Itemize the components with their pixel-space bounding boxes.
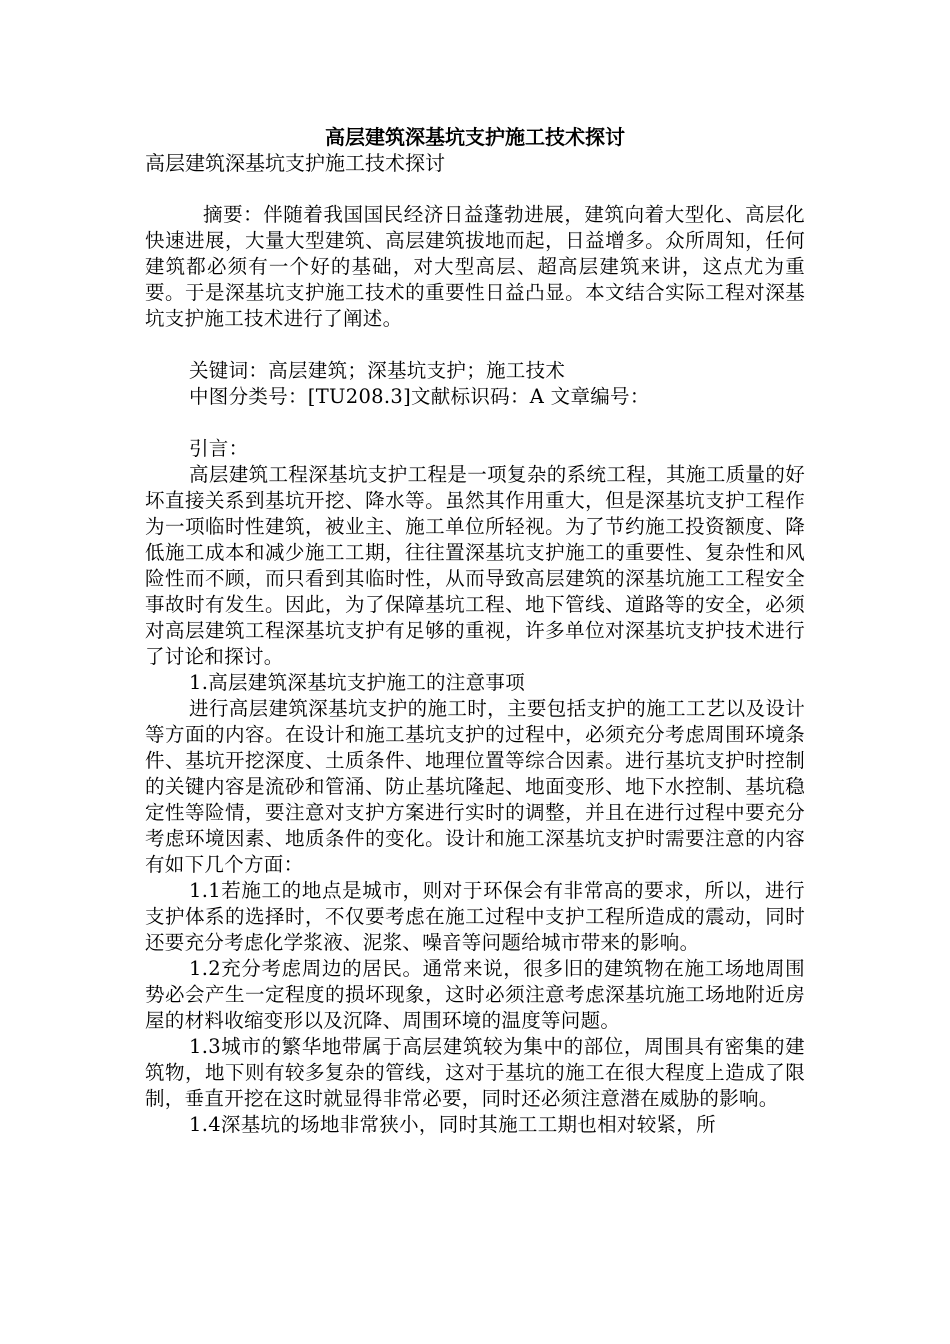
abstract-paragraph: 摘要：伴随着我国国民经济日益蓬勃进展，建筑向着大型化、高层化快速进展，大量大型建筑、高层建筑拔地而起，日益增多。众所周知，任何建筑都必须有一个好的基础，对大型高层、超高层建筑来讲，这点尤为重要。于是深基坑支护施工技术的重要性日益凸显。本文结合实际工程对深基坑支护施工技术进行了阐述。 — [145, 203, 805, 330]
item-1-4-paragraph: 1.4深基坑的场地非常狭小，同时其施工工期也相对较紧，所 — [189, 1113, 716, 1136]
item-1-2-paragraph: 1.2充分考虑周边的居民。通常来说，很多旧的建筑物在施工场地周围势必会产生一定程度的损坏现象，这时必须注意考虑深基坑施工场地附近房屋的材料收缩变形以及沉降、周围环境的温度等问题。 — [145, 957, 805, 1032]
item-1-1-paragraph: 1.1若施工的地点是城市，则对于环保会有非常高的要求，所以，进行支护体系的选择时，不仅要考虑在施工过程中支护工程所造成的震动，同时还要充分考虑化学浆液、泥浆、噪音等问题给城市带来的影响。 — [145, 879, 805, 954]
section-1-paragraph: 进行高层建筑深基坑支护的施工时，主要包括支护的施工工艺以及设计等方面的内容。在设计和施工基坑支护的过程中，必须充分考虑周围环境条件、基坑开挖深度、土质条件、地理位置等综合因素。进行基坑支护时控制的关键内容是流砂和管涌、防止基坑隆起、地面变形、地下水控制、基坑稳定性等险情，要注意对支护方案进行实时的调整，并且在进行过程中要充分考虑环境因素、地质条件的变化。设计和施工深基坑支护时需要注意的内容有如下几个方面： — [145, 697, 805, 876]
section-1-heading: 1.高层建筑深基坑支护施工的注意事项 — [189, 671, 526, 694]
blank-line — [145, 332, 805, 358]
document-title: 高层建筑深基坑支护施工技术探讨 — [325, 125, 625, 149]
intro-paragraph: 高层建筑工程深基坑支护工程是一项复杂的系统工程，其施工质量的好坏直接关系到基坑开挖、降水等。虽然其作用重大，但是深基坑支护工程作为一项临时性建筑，被业主、施工单位所轻视。为了节约施工投资额度、降低施工成本和减少施工工期，往往置深基坑支护施工的重要性、复杂性和风险性而不顾，而只看到其临时性，从而导致高层建筑的深基坑施工工程安全事故时有发生。因此，为了保障基坑工程、地下管线、道路等的安全，必须对高层建筑工程深基坑支护有足够的重视，许多单位对深基坑支护技术进行了讨论和探讨。 — [145, 463, 805, 668]
keywords-line: 关键词：高层建筑；深基坑支护；施工技术 — [189, 359, 566, 382]
blank-line — [145, 176, 805, 202]
classification-line: 中图分类号：[TU208.3]文献标识码：A 文章编号： — [189, 385, 650, 408]
blank-line — [145, 410, 805, 436]
document-subtitle: 高层建筑深基坑支护施工技术探讨 — [145, 151, 445, 175]
intro-heading: 引言： — [189, 437, 249, 460]
item-1-3-paragraph: 1.3城市的繁华地带属于高层建筑较为集中的部位，周围具有密集的建筑物，地下则有较多复杂的管线，这对于基坑的施工在很大程度上造成了限制，垂直开挖在这时就显得非常必要，同时还必须注意潜在威胁的影响。 — [145, 1035, 805, 1110]
document-page — [145, 124, 805, 1138]
